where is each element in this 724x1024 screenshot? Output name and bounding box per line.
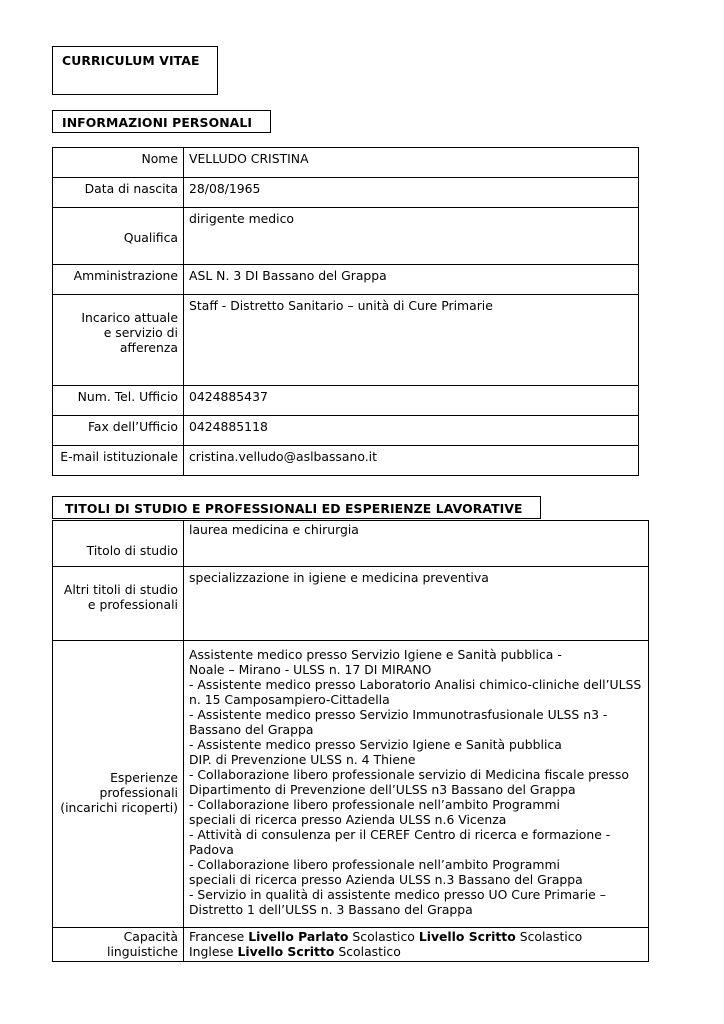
row-fax: [53, 416, 639, 446]
label-fax: Fax dell’Ufficio: [53, 416, 184, 446]
label-altri-titoli: Altri titoli di studio e professionali: [53, 567, 184, 641]
experience-line: Assistente medico presso Servizio Igiene e Sanità pubblica -: [189, 647, 562, 662]
value-titolo-studio: laurea medicina e chirurgia: [184, 521, 649, 567]
experience-line: Distretto 1 dell’ULSS n. 3 Bassano del Grappa: [189, 902, 473, 917]
experience-line: DIP. di Prevenzione ULSS n. 4 Thiene: [189, 752, 416, 767]
label-data-nascita: Data di nascita: [53, 178, 184, 208]
row-email: [53, 446, 639, 476]
experience-line: Noale – Mirano - ULSS n. 17 DI MIRANO: [189, 662, 432, 677]
value-esperienze: [184, 641, 649, 928]
experience-line: Bassano del Grappa: [189, 722, 314, 737]
row-data-nascita: [53, 178, 639, 208]
value-altri-titoli: specializzazione in igiene e medicina preventiva: [184, 567, 649, 641]
value-incarico: Staff - Distretto Sanitario – unità di Cure Primarie: [184, 295, 639, 386]
value-email: cristina.velludo@aslbassano.it: [184, 446, 639, 476]
personal-info-table: [52, 147, 639, 476]
lang-inglese: Inglese: [189, 944, 234, 959]
row-incarico: [53, 295, 639, 386]
label-incarico: Incarico attuale e servizio di afferenza: [53, 295, 184, 386]
label-esperienze: Esperienze professionali (incarichi ricoperti): [53, 641, 184, 928]
lang-line-inglese: [189, 944, 644, 959]
experience-line: - Collaborazione libero professionale nell’ambito Programmi: [189, 857, 560, 872]
value-lingue: [184, 928, 649, 962]
written-level-inglese: Scolastico: [338, 944, 401, 959]
value-amministrazione: ASL N. 3 DI Bassano del Grappa: [184, 265, 639, 295]
value-fax: 0424885118: [184, 416, 639, 446]
row-amministrazione: [53, 265, 639, 295]
written-level-francese: Scolastico: [519, 929, 583, 944]
experience-line: - Assistente medico presso Servizio Igiene e Sanità pubblica: [189, 737, 562, 752]
value-data-nascita: 28/08/1965: [184, 178, 639, 208]
personal-section-title: INFORMAZIONI PERSONALI: [52, 110, 271, 133]
row-lingue: [53, 928, 649, 962]
row-altri-titoli: [53, 567, 649, 641]
value-tel: 0424885437: [184, 386, 639, 416]
experience-line: - Assistente medico presso Laboratorio Analisi chimico-cliniche dell’ULSS: [189, 677, 642, 692]
row-nome: [53, 148, 639, 178]
titles-section-title: TITOLI DI STUDIO E PROFESSIONALI ED ESPERIENZE LAVORATIVE: [52, 496, 541, 519]
label-email: E-mail istituzionale: [53, 446, 184, 476]
experience-line: - Servizio in qualità di assistente medico presso UO Cure Primarie –: [189, 887, 606, 902]
experience-line: speciali di ricerca presso Azienda ULSS n.6 Vicenza: [189, 812, 507, 827]
titles-table: [52, 520, 649, 962]
experience-line: n. 15 Camposampiero-Cittadella: [189, 692, 390, 707]
row-titolo-studio: [53, 521, 649, 567]
label-lingue: Capacità linguistiche: [53, 928, 184, 962]
written-label-inglese: Livello Scritto: [237, 944, 335, 959]
value-qualifica: dirigente medico: [184, 208, 639, 265]
spoken-label-francese: Livello Parlato: [248, 929, 349, 944]
experience-line: - Collaborazione libero professionale nell’ambito Programmi: [189, 797, 560, 812]
label-titolo-studio: Titolo di studio: [53, 521, 184, 567]
row-tel: [53, 386, 639, 416]
label-qualifica: Qualifica: [53, 208, 184, 265]
label-tel: Num. Tel. Ufficio: [53, 386, 184, 416]
lang-line-francese: [189, 929, 644, 944]
lang-francese: Francese: [189, 929, 245, 944]
experience-line: Padova: [189, 842, 234, 857]
row-esperienze: [53, 641, 649, 928]
cv-title: CURRICULUM VITAE: [52, 46, 218, 95]
experience-line: speciali di ricerca presso Azienda ULSS n.3 Bassano del Grappa: [189, 872, 583, 887]
label-amministrazione: Amministrazione: [53, 265, 184, 295]
value-nome: VELLUDO CRISTINA: [184, 148, 639, 178]
experience-line: - Attività di consulenza per il CEREF Centro di ricerca e formazione -: [189, 827, 611, 842]
written-label-francese: Livello Scritto: [418, 929, 516, 944]
label-nome: Nome: [53, 148, 184, 178]
row-qualifica: [53, 208, 639, 265]
experience-line: - Collaborazione libero professionale servizio di Medicina fiscale presso: [189, 767, 629, 782]
experience-line: Dipartimento di Prevenzione dell’ULSS n3 Bassano del Grappa: [189, 782, 576, 797]
spoken-level-francese: Scolastico: [352, 929, 415, 944]
experience-line: - Assistente medico presso Servizio Immunotrasfusionale ULSS n3 -: [189, 707, 608, 722]
